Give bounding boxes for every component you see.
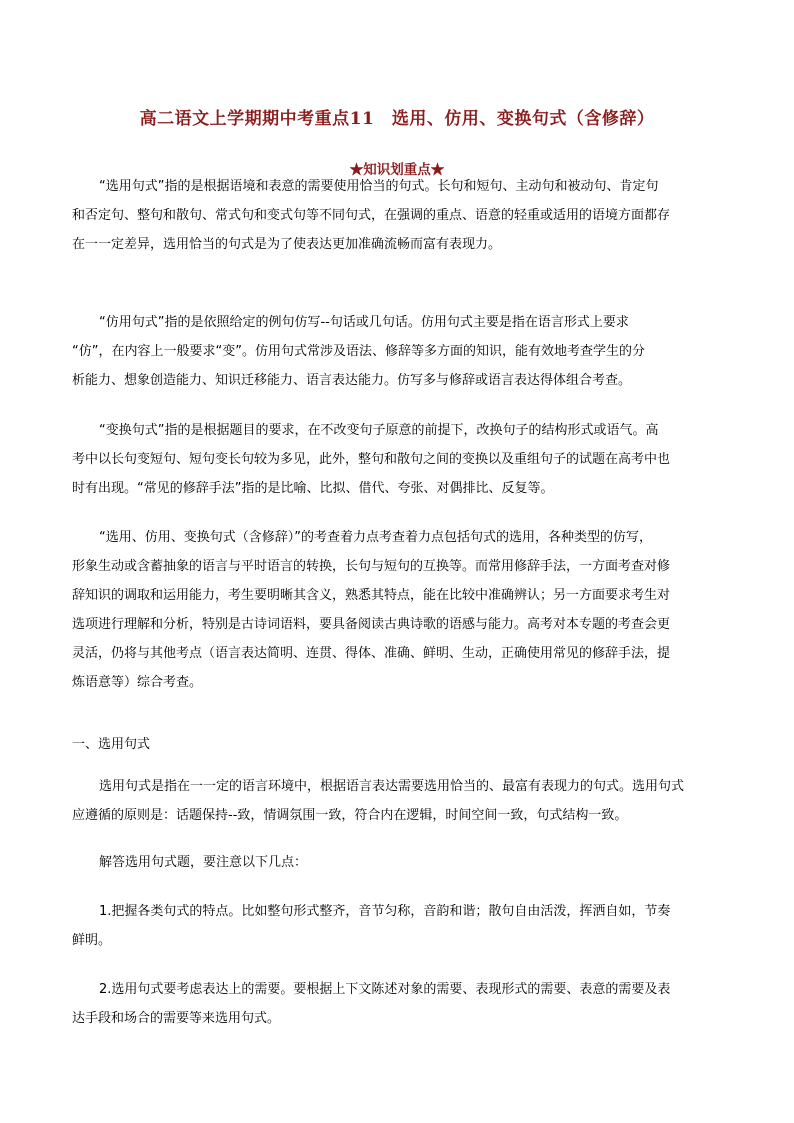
document-title: 高二语文上学期期中考重点11 选用、仿用、变换句式（含修辞） bbox=[139, 109, 655, 129]
paragraph-fangyong-definition bbox=[72, 308, 722, 395]
text-line: 析能力、想象创造能力、知识迁移能力、语言表达能力。仿写多与修辞或语言表达得体组合考查。 bbox=[72, 373, 632, 388]
text-line: 选项进行理解和分析，特别是古诗词语料，要具备阅读古典诗歌的语感与能力。高考对本专题的考查会更 bbox=[72, 617, 671, 632]
paragraph-bianhuan-definition bbox=[72, 416, 722, 503]
text-line: 2.选用句式要考虑表达上的需要。要根据上下文陈述对象的需要、表现形式的需要、表意的需要及表 bbox=[99, 982, 671, 997]
text-line: 辞知识的调取和运用能力，考生要明晰其含义，熟悉其特点，能在比较中准确辨认；另一方面要求考生对 bbox=[72, 588, 671, 603]
text-line: “变换句式”指的是根据题目的要求，在不改变句子原意的前提下，改换句子的结构形式或语气。高 bbox=[99, 423, 659, 438]
text-line: 和否定句、整句和散句、常式句和变式句等不同句式，在强调的重点、语意的轻重或适用的语境方面都存 bbox=[72, 208, 671, 223]
paragraph-tip-1 bbox=[72, 897, 722, 955]
text-line: 形象生动或含蓄抽象的语言与平时语言的转换，长句与短句的互换等。而常用修辞手法，一方面考查对修 bbox=[72, 559, 671, 574]
text-line: “选用句式”指的是根据语境和表意的需要使用恰当的句式。长句和短句、主动句和被动句、肯定句 bbox=[99, 179, 659, 194]
section-heading: ★知识划重点★ bbox=[349, 162, 445, 178]
text-line: 鲜明。 bbox=[72, 933, 112, 948]
subheading-xuanyong bbox=[72, 730, 722, 759]
text-line: 选用句式是指在一一定的语言环境中，根据语言表达需要选用恰当的、最富有表现力的句式。选用句式 bbox=[99, 779, 685, 794]
paragraph-xuanyong-principles bbox=[72, 772, 722, 830]
paragraph-answer-tips-intro bbox=[72, 848, 722, 877]
text-line: “仿”，在内容上一般要求“变”。仿用句式常涉及语法、修辞等多方面的知识，能有效地考查学生的分 bbox=[72, 344, 645, 359]
text-line: 考中以长句变短句、短句变长句较为多见，此外，整句和散句之间的变换以及重组句子的试题在高考中也 bbox=[72, 452, 671, 467]
text-line: 在一一定差异，选用恰当的句式是为了使表达更加准确流畅而富有表现力。 bbox=[72, 237, 502, 252]
text-line: 解答选用句式题，要注意以下几点： bbox=[99, 855, 308, 870]
paragraph-exam-focus bbox=[72, 523, 722, 697]
text-line: “仿用句式”指的是依照给定的例句仿写--句话或几句话。仿用句式主要是指在语言形式上要求 bbox=[99, 315, 629, 330]
text-line: 灵活，仍将与其他考点（语言表达简明、连贯、得体、准确、鲜明、生动，正确使用常见的修辞手法，提 bbox=[72, 646, 671, 661]
paragraph-xuanyong-definition bbox=[72, 172, 722, 259]
paragraph-tip-2 bbox=[72, 975, 722, 1033]
text-line: 应遵循的原则是：话题保持--致，情调氛围一致，符合内在逻辑，时间空间一致，句式结构一致。 bbox=[72, 808, 628, 823]
text-line: 炼语意等）综合考查。 bbox=[72, 675, 203, 690]
text-line: 1.把握各类句式的特点。比如整句形式整齐，音节匀称，音韵和谐；散句自由活泼，挥洒自如，节奏 bbox=[99, 904, 671, 919]
text-line: 时有出现。“常见的修辞手法”指的是比喻、比拟、借代、夸张、对偶排比、反复等。 bbox=[72, 481, 554, 496]
text-line: 达手段和场合的需要等来选用句式。 bbox=[72, 1011, 281, 1026]
text-line: 一、选用句式 bbox=[72, 737, 151, 752]
text-line: “选用、仿用、变换句式（含修辞）”的考查着力点考查着力点包括句式的选用，各种类型的仿写， bbox=[99, 530, 652, 545]
